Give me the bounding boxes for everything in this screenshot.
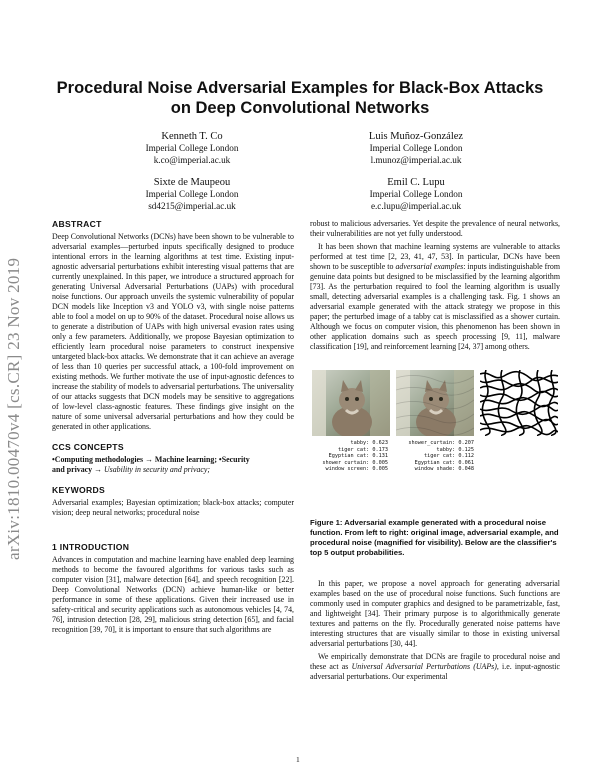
prediction-item: tiger cat: 0.173	[338, 446, 388, 453]
adversarial-predictions	[396, 440, 474, 473]
figure-1	[312, 370, 560, 510]
paragraph-robust: robust to malicious adversaries. Yet despite the prevalence of neural networks, their vulnerabilities are not yet fully understood.	[310, 219, 560, 238]
author-email[interactable]: l.munoz@imperial.ac.uk	[370, 154, 462, 165]
p2-italic: adversarial examples	[395, 262, 464, 271]
left-column	[52, 219, 294, 635]
author-affiliation: Imperial College London	[369, 143, 463, 153]
keywords-text: Adversarial examples; Bayesian optimization; black-box attacks; computer vision; deep neural networks; procedural noise	[52, 498, 294, 517]
prediction-item: window shade: 0.048	[414, 466, 474, 473]
author-block-4	[316, 176, 516, 212]
author-email[interactable]: k.co@imperial.ac.uk	[153, 154, 231, 165]
p2-text-b: : inputs indistinguishable from genuine data points but designed to be misclassified by the learning algorithm [73]. As the perturbation required to fool the learning algorithm is usually small, detecting adversarial examples is a challenging task. Fig. 1 shows an adversarial example generated with the attack strategy we propose in this paper; the perturbed image of a tabby cat is misclassified as a shower curtain. Although we focus on computer vision, this phenomenon has been shown in other application domains such as speech processing [9, 11], malware classification [19], and reinforcement learning [24, 37] among others.	[310, 262, 560, 351]
p2-text-a: It has been shown that machine learning systems are vulnerable to attacks performed at test time [2, 23, 41, 47, 53]. In particular, DCNs have been shown to be susceptible to	[310, 242, 560, 271]
author-name: Emil C. Lupu	[387, 177, 445, 188]
p4-text-a: We empirically demonstrate that DCNs are fragile to procedural noise and these act as	[310, 652, 560, 671]
paragraph-empirical	[310, 652, 560, 682]
prediction-item: shower_curtain: 0.207	[408, 440, 474, 446]
abstract-heading: ABSTRACT	[52, 219, 102, 229]
author-block-3	[92, 176, 292, 212]
author-affiliation: Imperial College London	[145, 189, 239, 199]
right-column-top	[310, 219, 560, 352]
ccs-line-2-rest: → Usability in security and privacy;	[92, 465, 211, 474]
original-cat-image	[312, 370, 390, 436]
author-block-1	[92, 130, 292, 166]
ccs-heading: CCS CONCEPTS	[52, 442, 124, 452]
author-block-2	[316, 130, 516, 166]
prediction-item: tabby: 0.623	[350, 440, 388, 446]
author-affiliation: Imperial College London	[369, 189, 463, 199]
author-name: Luis Muñoz-González	[368, 131, 464, 142]
keywords-heading: KEYWORDS	[52, 485, 106, 495]
prediction-item: tabby: 0.125	[436, 446, 474, 453]
author-email[interactable]: e.c.lupu@imperial.ac.uk	[370, 200, 462, 211]
title-line-1: Procedural Noise Adversarial Examples for Black-Box Attacks	[56, 79, 544, 97]
ccs-concepts	[52, 455, 294, 475]
procedural-noise-image	[480, 370, 558, 436]
paragraph-vulnerable	[310, 242, 560, 352]
author-name: Sixte de Maupeou	[153, 177, 231, 188]
prediction-item: Egyptian cat: 0.131	[328, 453, 388, 460]
introduction-text: Advances in computation and machine learning have enabled deep learning methods to become the favoured algorithms for various tasks such as computer vision [31], malware detection [64], and speech recognition [22]. Deep Convolutional Networks (DCN) achieve human-like or better performance in some of these applications. Given their increased use in safety-critical and security applications such as autonomous vehicles [4, 74, 76], intrusion detection [28, 29], malicious string detection [65], and facial recognition [39, 70], it is important to ensure that such algorithms are	[52, 555, 294, 634]
p4-italic: Universal Adversarial Perturbations (UAPs)	[351, 662, 497, 671]
ccs-line-1: •Computing methodologies → Machine learning; •Security	[52, 455, 250, 464]
ccs-line-2-bold: and privacy	[52, 465, 93, 474]
prediction-item: tiger cat: 0.112	[424, 453, 474, 460]
prediction-item: shower curtain: 0.005	[322, 459, 388, 466]
author-name: Kenneth T. Co	[161, 131, 223, 142]
paragraph-proposal: In this paper, we propose a novel approach for generating adversarial examples based on the use of procedural noise functions. Such functions are commonly used in computer graphics and designed to be parametrizable, fast, and lightweight [34]. Their primary purpose is to algorithmically generate textures and patterns on the fly. Procedurally generated noise patterns have interesting structures that are visually similar to those in existing universal adversarial perturbations [30, 44].	[310, 579, 560, 648]
page-number: 1	[296, 755, 300, 764]
title-line-2: on Deep Convolutional Networks	[170, 99, 430, 117]
author-affiliation: Imperial College London	[145, 143, 239, 153]
figure-caption: Figure 1: Adversarial example generated with a procedural noise function. From left to right: original image, adversarial example, and procedural noise (magnified for visibility). Below are the classifier's top 5 output probabilities.	[310, 518, 559, 557]
arxiv-identifier: arXiv:1810.00470v4 [cs.CR] 23 Nov 2019	[4, 257, 23, 560]
p4-text-b: , i.e. input-agnostic adversarial perturbations. Our experimental	[310, 662, 561, 681]
adversarial-cat-image	[396, 370, 474, 436]
author-email[interactable]: sd4215@imperial.ac.uk	[148, 200, 236, 211]
original-predictions	[312, 440, 388, 473]
introduction-heading: 1 INTRODUCTION	[52, 542, 130, 552]
prediction-item: window screen: 0.005	[325, 466, 388, 473]
prediction-item: Egyptian cat: 0.061	[414, 459, 474, 466]
right-column-bottom	[310, 579, 560, 682]
paper-title	[40, 78, 560, 118]
abstract-text: Deep Convolutional Networks (DCNs) have been shown to be vulnerable to adversarial examples—perturbed inputs specifically designed to produce intentional errors in the learning algorithms at test time. Existing input-agnostic adversarial perturbations exhibit interesting visual patterns that are currently unexplained. In this paper, we introduce a structured approach for generating Universal Adversarial Perturbations (UAPs) with procedural noise functions. Our approach unveils the systemic vulnerability of popular DCN models like Inception v3 and YOLO v3, with single noise patterns able to fool a model on up to 90% of the dataset. Procedural noise allows us to generate a distribution of UAPs with high universal evasion rates using only a few parameters. Additionally, we propose Bayesian optimization to efficiently learn procedural noise parameters to construct inexpensive untargeted black-box attacks. We demonstrate that it can achieve an average of less than 10 queries per successful attack, a 100-fold improvement on existing methods. We further motivate the use of input-agnostic defences to increase the stability of models to adversarial perturbations. The universality of our attacks suggests that DCN models may be sensitive to aggregations of low-level class-agnostic features. These findings give insight on the nature of some universal adversarial perturbations and how they could be generated in other applications.	[52, 232, 294, 431]
